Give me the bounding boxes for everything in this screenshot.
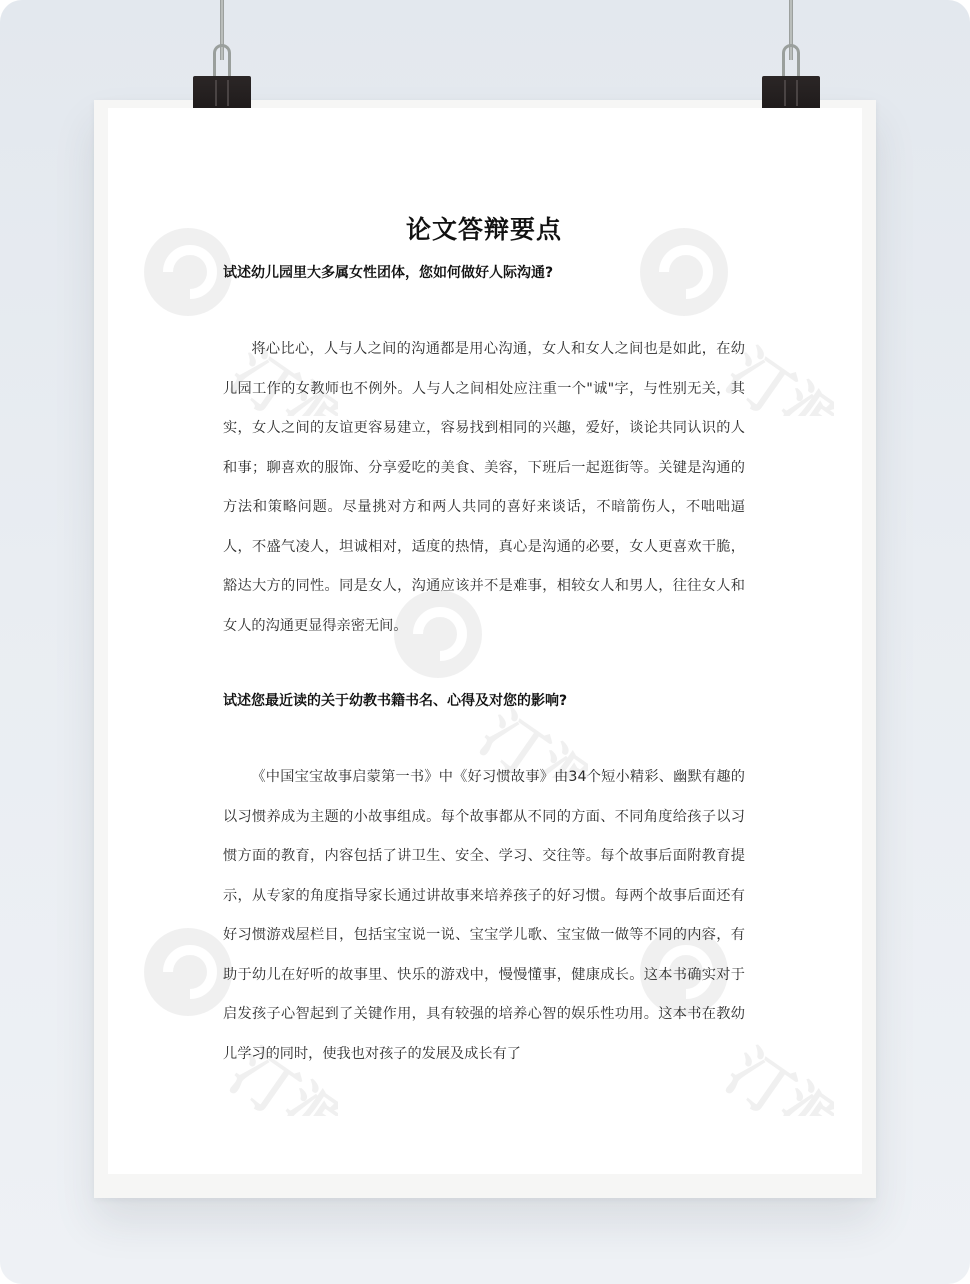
document-content xyxy=(223,210,745,1074)
document-page xyxy=(108,108,862,1174)
document-title: 论文答辩要点 xyxy=(405,215,562,244)
svg-text:汀源: 汀源 xyxy=(713,334,834,416)
svg-text:汀源: 汀源 xyxy=(217,1034,338,1116)
svg-text:汀源: 汀源 xyxy=(467,696,588,778)
section-answer: 《中国宝宝故事启蒙第一书》中《好习惯故事》由34个短小精彩、幽默有趣的以习惯养成为主题的小故事组成。每个故事都从不同的方面、不同角度给孩子以习惯方面的教育，内容包括了讲卫生、安全、学习、交往等。每个故事后面附教育提示，从专家的角度指导家长通过讲故事来培养孩子的好习惯。每两个故事后面还有好习惯游戏屋栏目，包括宝宝说一说、宝宝学儿歌、宝宝做一做等不同的内容，有助于幼儿在好听的故事里、快乐的游戏中，慢慢懂事，健康成长。这本书确实对于启发孩子心智起到了关键作用，具有较强的培养心智的娱乐性功用。这本书在教幼儿学习的同时，使我也对孩子的发展及成长有了 xyxy=(223,769,745,1062)
binder-clip-wire-left xyxy=(213,44,231,78)
binder-clip-left-icon xyxy=(193,76,251,110)
binder-clip-wire-right xyxy=(782,44,800,78)
section-question: 试述您最近读的关于幼教书籍书名、心得及对您的影响? xyxy=(223,693,568,709)
svg-text:汀源: 汀源 xyxy=(217,334,338,416)
svg-text:汀源: 汀源 xyxy=(713,1034,834,1116)
section-answer: 将心比心，人与人之间的沟通都是用心沟通，女人和女人之间也是如此，在幼儿园工作的女教师也不例外。人与人之间相处应注重一个"诚"字，与性别无关，其实，女人之间的友谊更容易建立，容易找到相同的兴趣，爱好，谈论共同认识的人和事；聊喜欢的服饰、分享爱吃的美食、美容，下班后一起逛街等。关键是沟通的方法和策略问题。尽量挑对方和两人共同的喜好来谈话，不暗箭伤人，不咄咄逼人，不盛气凌人，坦诚相对，适度的热情，真心是沟通的必要，女人更喜欢干脆，豁达大方的同性。同是女人，沟通应该并不是难事，相较女人和男人，往往女人和女人的沟通更显得亲密无间。 xyxy=(223,341,745,634)
section-question: 试述幼儿园里大多属女性团体，您如何做好人际沟通? xyxy=(223,265,554,281)
binder-clip-right-icon xyxy=(762,76,820,110)
